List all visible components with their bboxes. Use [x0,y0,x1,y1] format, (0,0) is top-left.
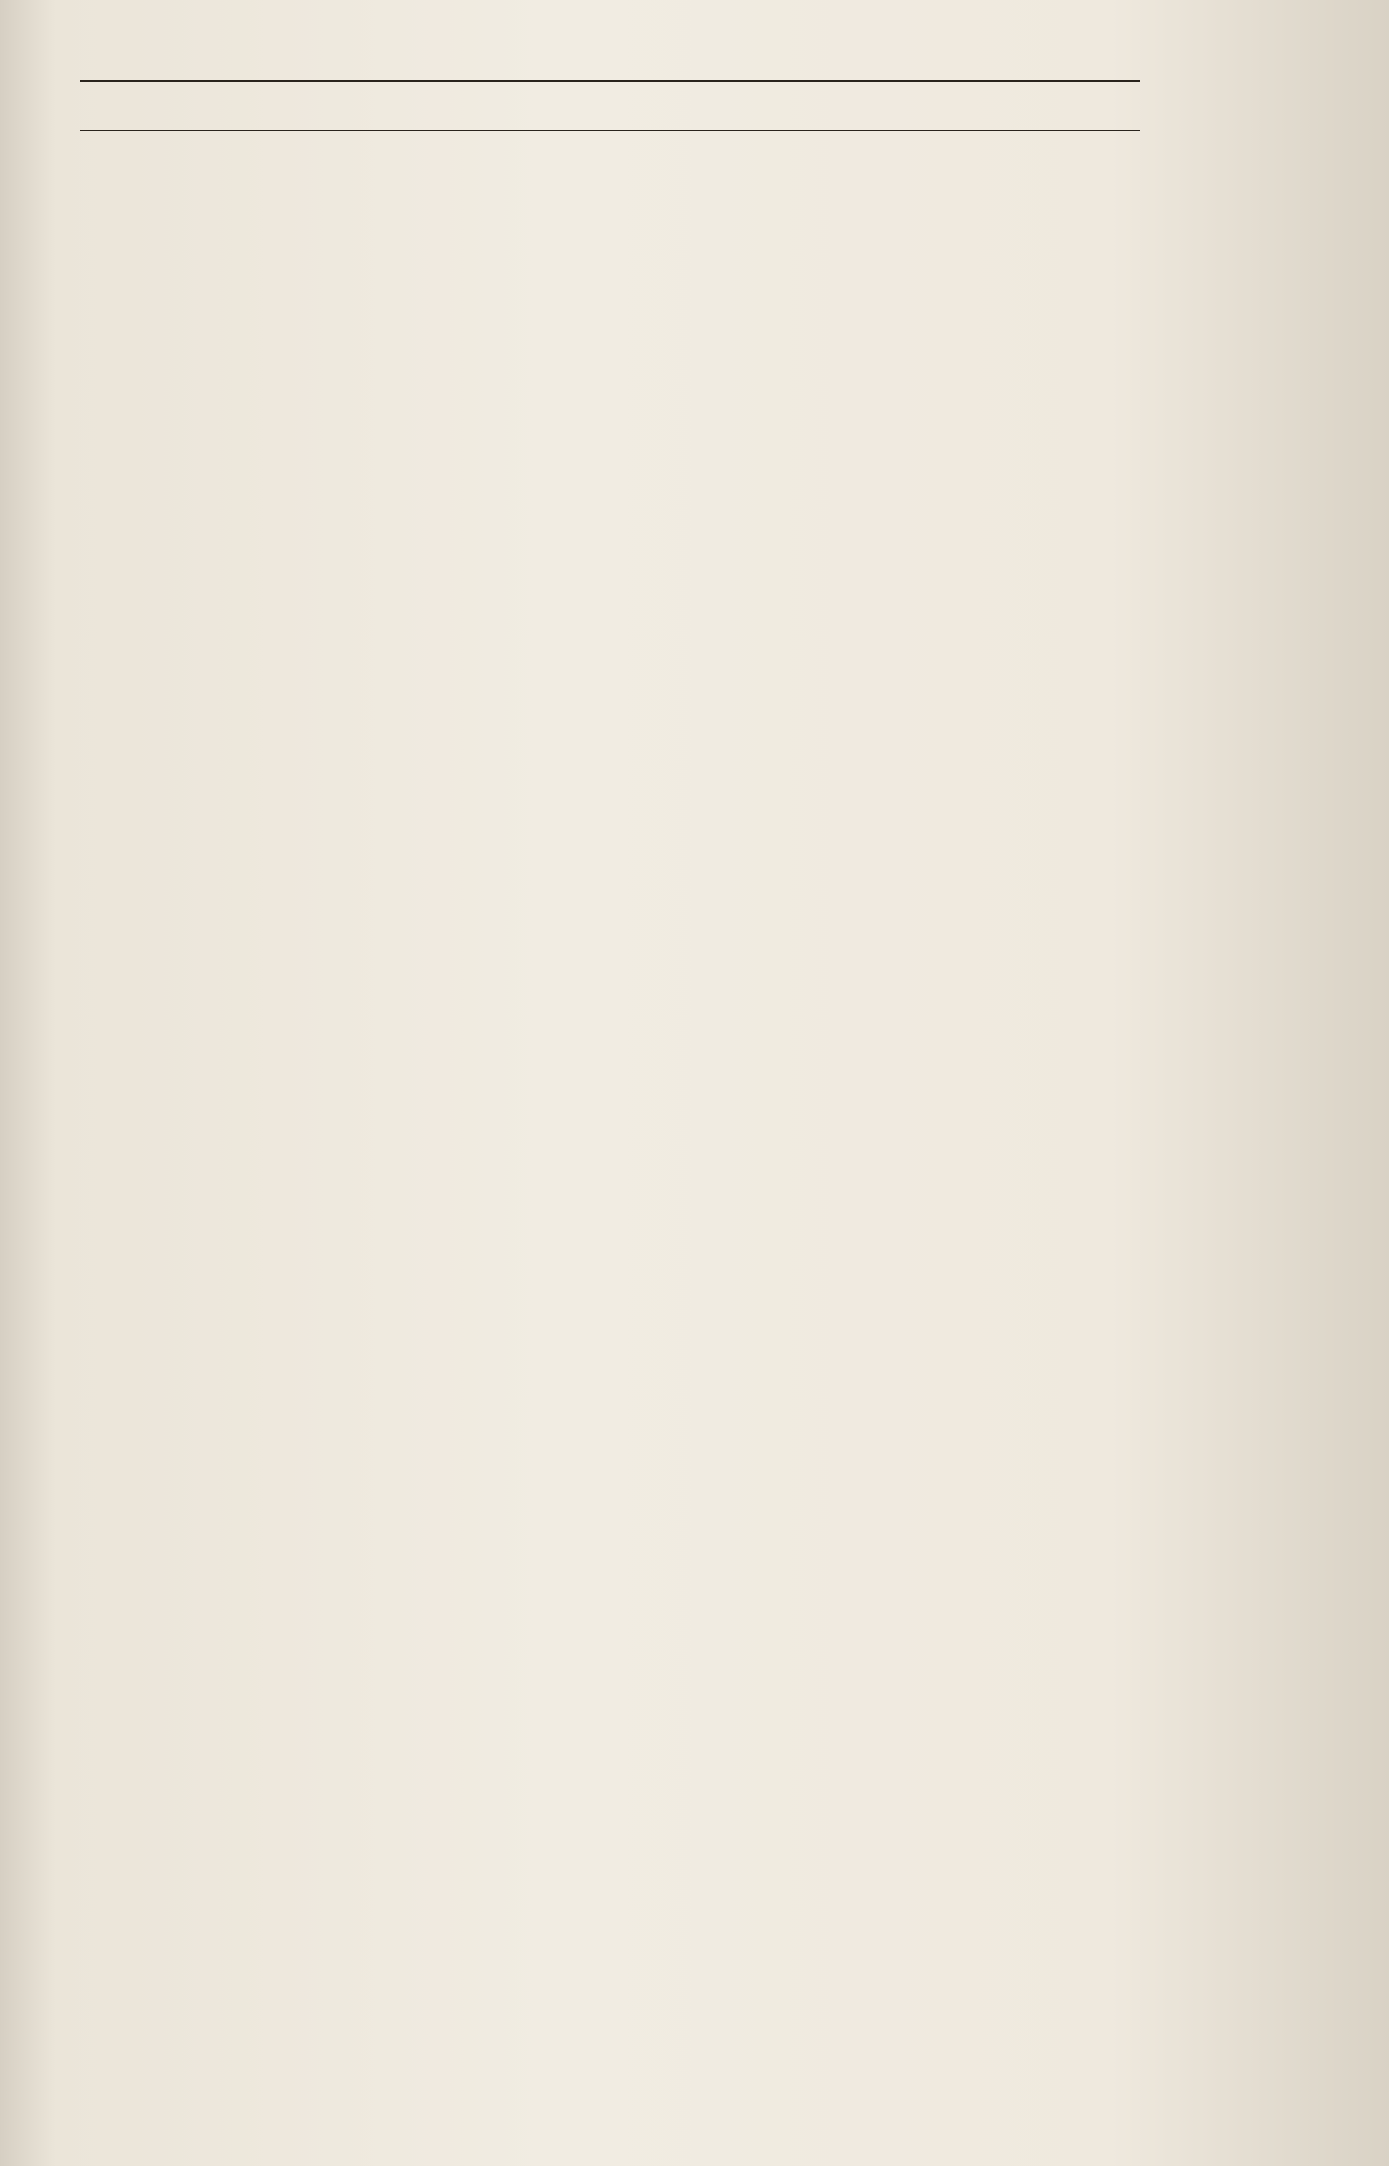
page-header [80,86,1140,131]
header-top-rule [80,80,1140,82]
page-footer [80,2048,1140,2078]
page-content [80,80,1140,141]
